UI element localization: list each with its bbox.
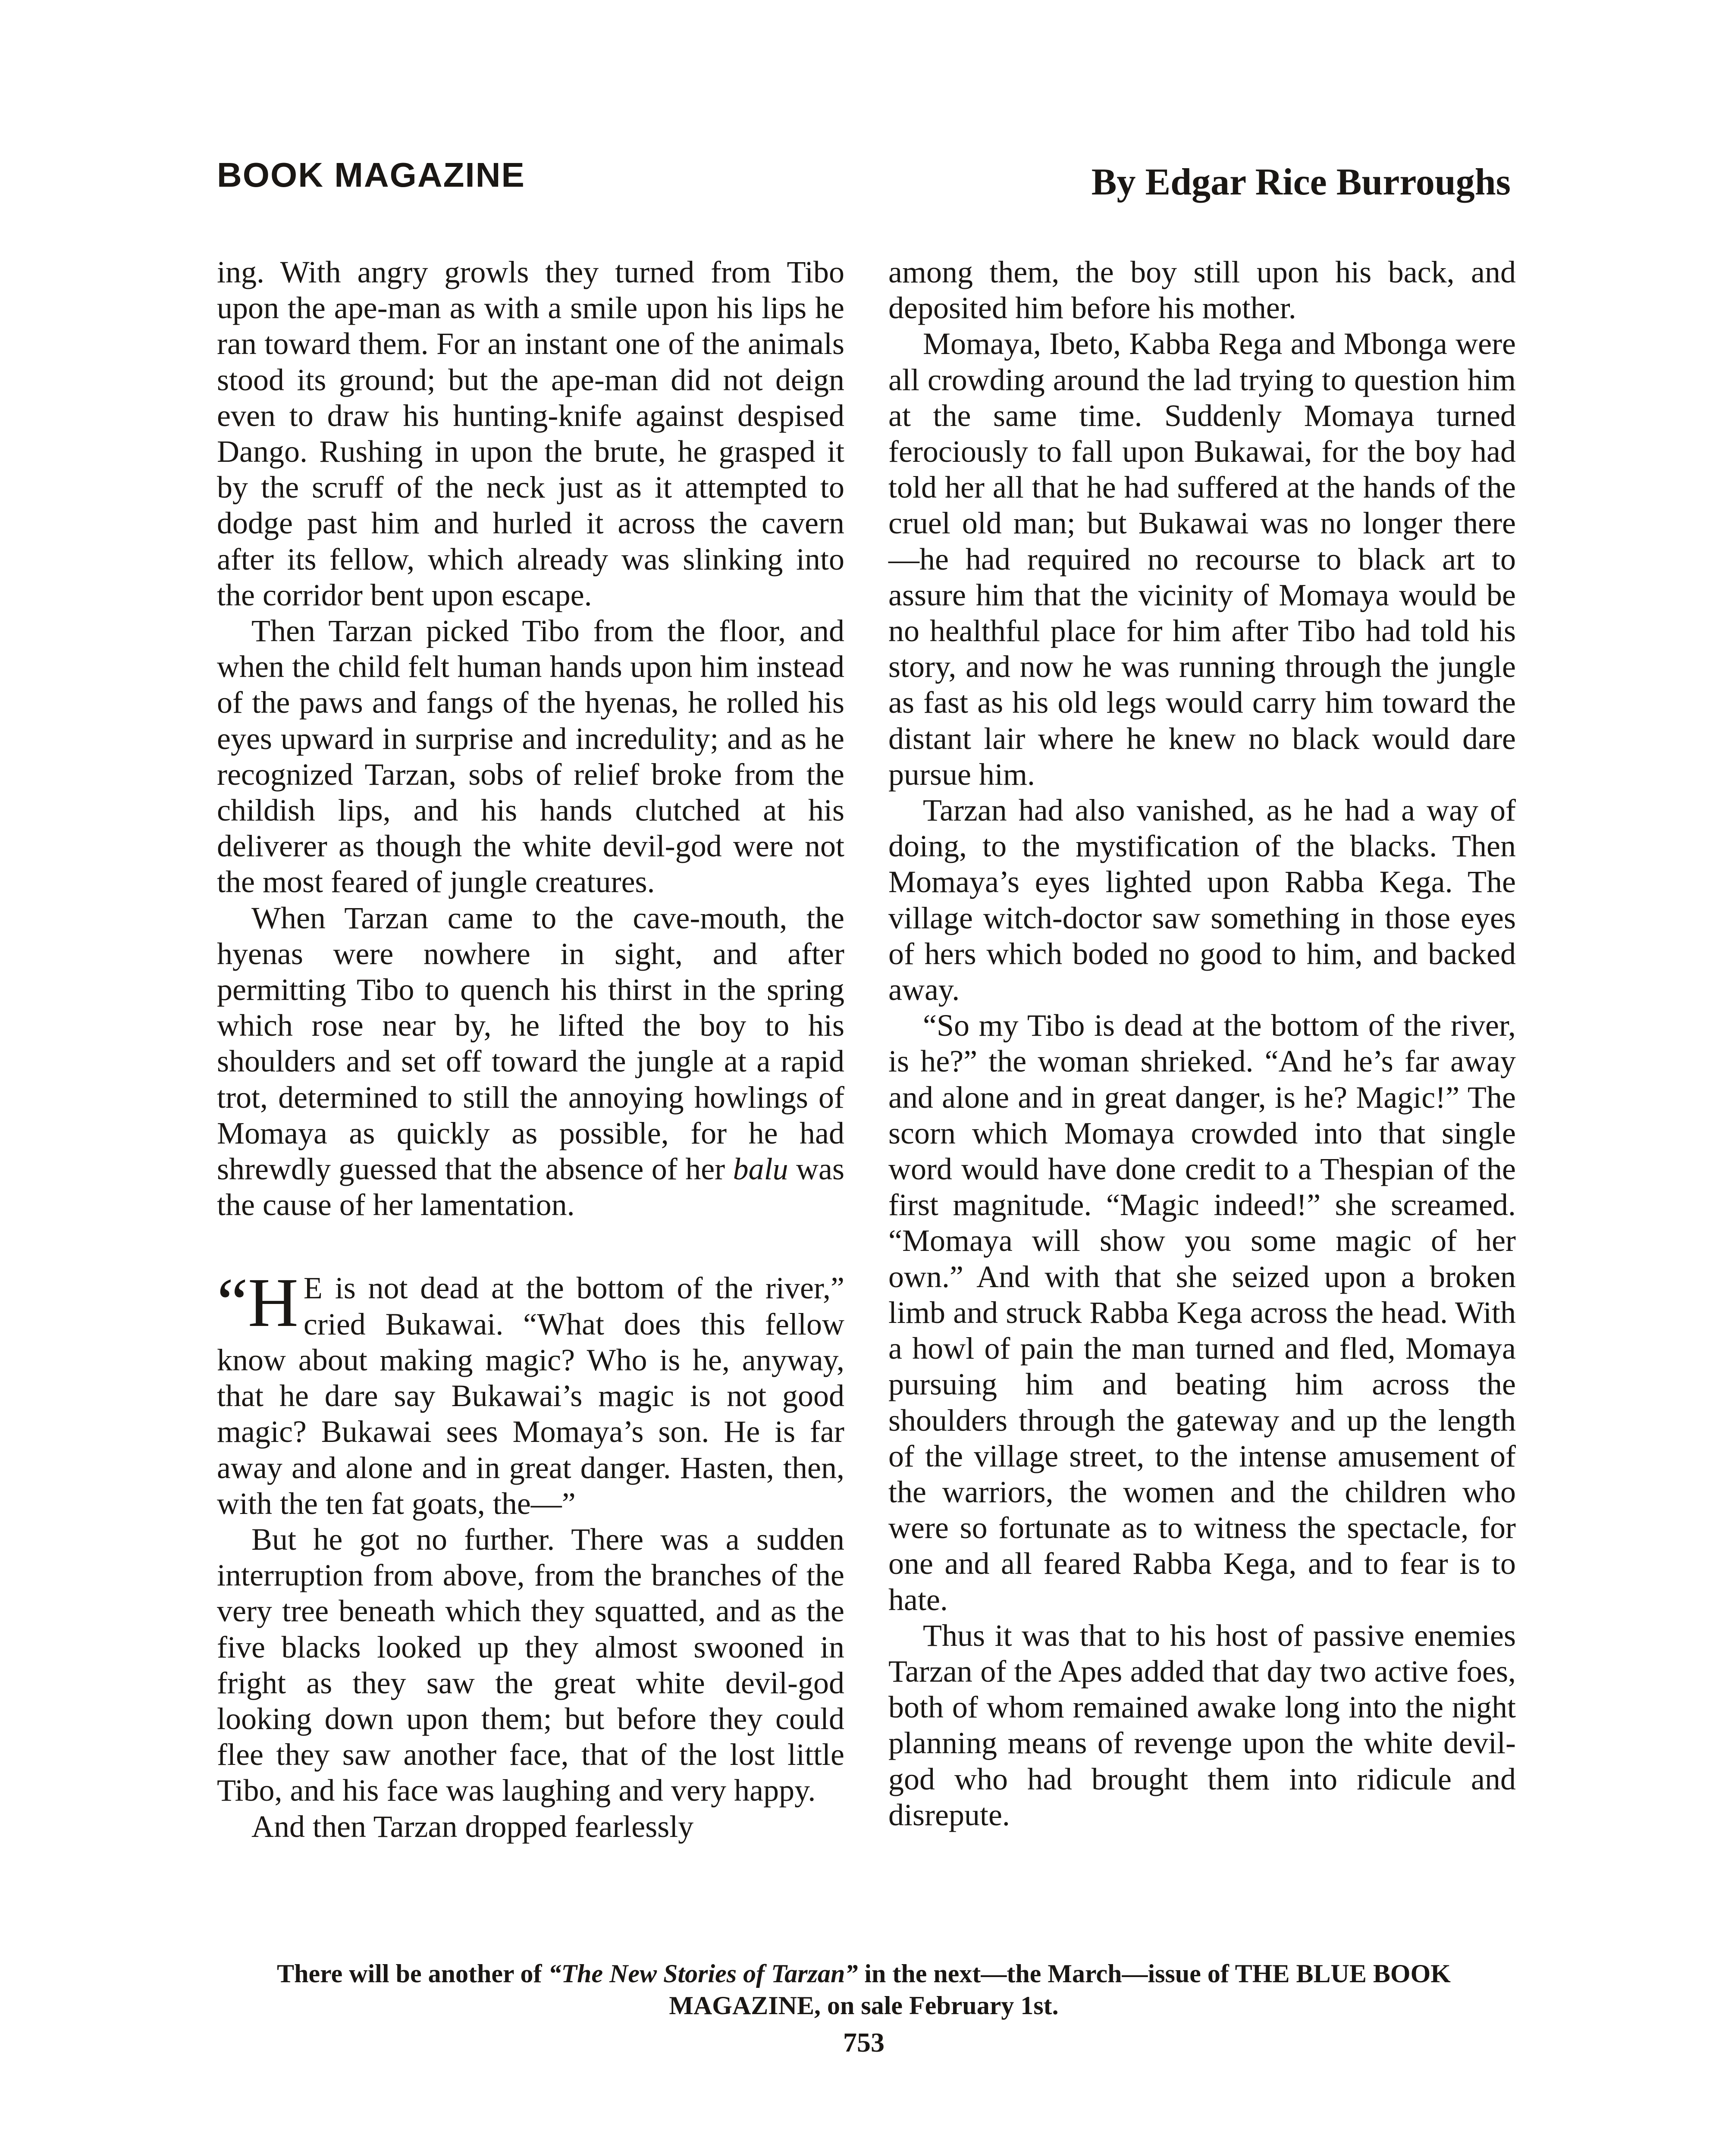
author-byline: By Edgar Rice Burroughs	[1091, 161, 1511, 203]
running-header	[217, 155, 1511, 207]
notice-text: in the next—the March—issue of THE BLUE BOOK MAGAZINE, on sale February 1st.	[669, 1959, 1451, 2020]
story-series-title: “The New Stories of Tarzan”	[548, 1959, 858, 1988]
paragraph	[217, 900, 844, 1223]
next-issue-notice	[217, 1958, 1511, 2021]
paragraph: Tarzan had also vanished, as he had a way of doing, to the mystification of the blacks. Then Momaya’s eyes lighted upon Rabba Kega. The village witch-doctor saw something in those eyes of hers which boded no good to him, and backed away.	[888, 793, 1516, 1007]
paragraph: Momaya, Ibeto, Kabba Rega and Mbonga were all crowding around the lad trying to question him at the same time. Suddenly Momaya turned ferociously to fall upon Bukawai, for the boy had told her all that he had suffered at the hands of the cruel old man; but Bukawai was no longer there—he had required no recourse to black art to assure him that the vicinity of Momaya would be no healthful place for him after Tibo had told his story, and now he was running through the jungle as fast as his old legs would carry him toward the distant lair where he knew no black would dare pursue him.	[888, 326, 1516, 792]
magazine-title: BOOK MAGAZINE	[217, 156, 525, 194]
paragraph-text: was the cause of her lamentation.	[217, 1152, 845, 1222]
paragraph: But he got no further. There was a sudden interruption from above, from the branches of the very tree beneath which they squatted, and as the five blacks looked up they almost swooned in fright as they saw the great white devil-god looking down upon them; but before they could flee they saw another face, that of the lost little Tibo, and his face was laughing and very happy.	[217, 1522, 844, 1808]
page-number: 753	[843, 2027, 884, 2058]
drop-cap-letter: H	[248, 1264, 298, 1342]
paragraph: Then Tarzan picked Tibo from the floor, and when the child felt human hands upon him instead of the paws and fangs of the hyenas, he rolled his eyes upward in surprise and incredulity; and as he recognized Tarzan, sobs of relief broke from the childish lips, and his hands clutched at his deliverer as though the white devil-god were not the most feared of jungle creatures.	[217, 614, 844, 899]
paragraph: Thus it was that to his host of passive enemies Tarzan of the Apes added that day two active foes, both of whom remained awake long into the night planning means of revenge upon the white devil-god who had brought them into ridicule and disrepute.	[888, 1618, 1516, 1832]
open-quote: “	[217, 1264, 248, 1342]
paragraph-text: When Tarzan came to the cave-mouth, the hyenas were nowhere in sight, and after permitting Tibo to quench his thirst in the spring which rose near by, he lifted the boy to his shoulders and set off toward the jungle at a rapid trot, determined to still the annoying howlings of Momaya as quickly as possible, for he had shrewdly guessed that the absence of her	[217, 900, 844, 1187]
notice-text: There will be another of	[277, 1959, 542, 1988]
italic-word: balu	[733, 1152, 788, 1187]
paragraph-text: E is not dead at the bottom of the river,” cried Bukawai. “What does this fellow know about making magic? Who is he, anyway, that he dare say Bukawai’s magic is not good magic? Bukawai sees Momaya’s son. He is far away and alone and in great danger. Hasten, then, with the ten fat goats, the—”	[217, 1271, 844, 1521]
drop-cap	[217, 1264, 298, 1342]
paragraph: ing. With angry growls they turned from Tibo upon the ape-man as with a smile upon his lips he ran toward them. For an instant one of the animals stood its ground; but the ape-man did not deign even to draw his hunting-knife against despised Dango. Rushing in upon the brute, he grasped it by the scruff of the neck just as it attempted to dodge past him and hurled it across the cavern after its fellow, which already was slinking into the corridor bent upon escape.	[217, 255, 844, 612]
paragraph: And then Tarzan dropped fearlessly	[251, 1809, 694, 1844]
section-opening-paragraph	[217, 1264, 844, 1521]
right-column	[888, 254, 1516, 1833]
paragraph: among them, the boy still upon his back, and deposited him before his mother.	[888, 255, 1516, 326]
paragraph: “So my Tibo is dead at the bottom of the river, is he?” the woman shrieked. “And he’s far away and alone and in great danger, is he? Magic!” The scorn which Momaya crowded into that single word would have done credit to a Thespian of the first magnitude. “Magic indeed!” she screamed. “Momaya will show you some magic of her own.” And with that she seized upon a broken limb and struck Rabba Kega across the head. With a howl of pain the man turned and fled, Momaya pursuing him and beating him across the shoulders through the gateway and up the length of the village street, to the intense amusement of the warriors, the women and the children who were so fortunate as to witness the spectacle, for one and all feared Rabba Kega, and to fear is to hate.	[888, 1008, 1516, 1617]
left-column	[217, 254, 844, 1845]
